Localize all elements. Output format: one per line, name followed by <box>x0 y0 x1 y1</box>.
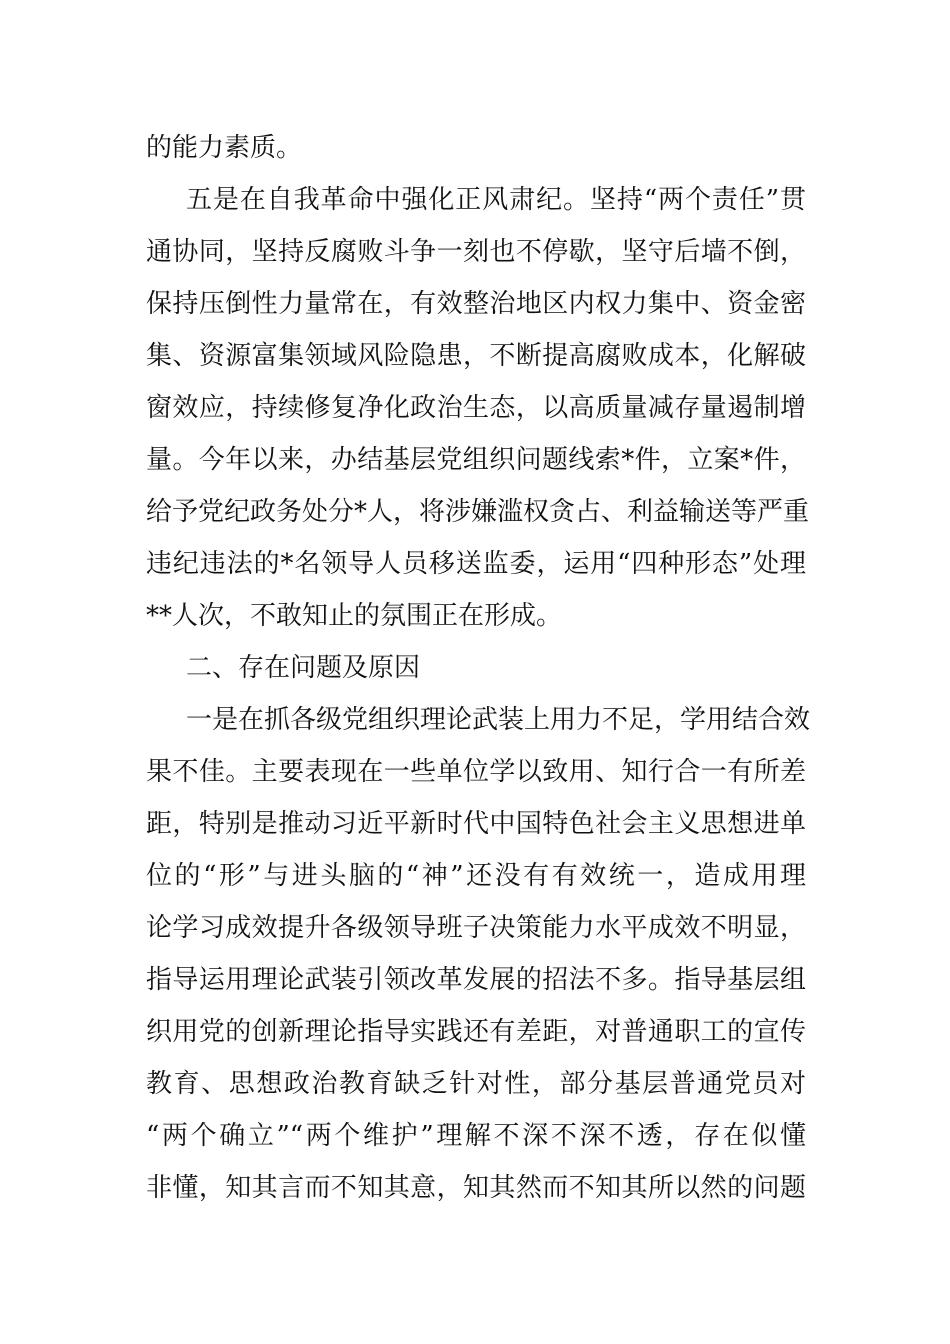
text-line-3: 通协同，坚持反腐败斗争一刻也不停歇，坚守后墙不倒， <box>146 237 806 267</box>
text-line-4: 保持压倒性力量常在，有效整治地区内权力集中、资金密 <box>146 289 806 319</box>
text-line-8: 给予党纪政务处分*人，将涉嫌滥权贪占、利益输送等严重 <box>146 497 810 527</box>
text-line-13: 果不佳。主要表现在一些单位学以致用、知行合一有所差 <box>146 757 806 787</box>
text-line-14: 距，特别是推动习近平新时代中国特色社会主义思想进单 <box>146 809 806 839</box>
text-line-16: 论学习成效提升各级领导班子决策能力水平成效不明显， <box>146 913 806 943</box>
text-line-2: 五是在自我革命中强化正风肃纪。坚持“两个责任”贯 <box>186 185 806 215</box>
text-line-15: 位的“形”与进头脑的“神”还没有有效统一，造成用理 <box>146 861 806 891</box>
text-line-20: “两个确立”“两个维护”理解不深不深不透，存在似懂 <box>146 1121 806 1151</box>
text-line-21: 非懂，知其言而不知其意，知其然而不知其所以然的问题 <box>146 1173 806 1203</box>
text-line-9: 违纪违法的*名领导人员移送监委，运用“四种形态”处理 <box>146 549 806 579</box>
text-line-10: **人次，不敢知止的氛围正在形成。 <box>146 601 563 631</box>
text-line-19: 教育、思想政治教育缺乏针对性，部分基层普通党员对 <box>146 1069 806 1099</box>
text-line-7: 量。今年以来，办结基层党组织问题线索*件，立案*件， <box>146 445 806 475</box>
section-heading: 二、存在问题及原因 <box>186 653 421 683</box>
text-line-17: 指导运用理论武装引领改革发展的招法不多。指导基层组 <box>146 965 806 995</box>
text-line-5: 集、资源富集领域风险隐患，不断提高腐败成本，化解破 <box>146 341 806 371</box>
text-line-18: 织用党的创新理论指导实践还有差距，对普通职工的宣传 <box>146 1017 806 1047</box>
text-line-12: 一是在抓各级党组织理论武装上用力不足，学用结合效 <box>186 705 811 735</box>
text-line-1: 的能力素质。 <box>146 133 303 163</box>
text-line-6: 窗效应，持续修复净化政治生态，以高质量减存量遏制增 <box>146 393 806 423</box>
